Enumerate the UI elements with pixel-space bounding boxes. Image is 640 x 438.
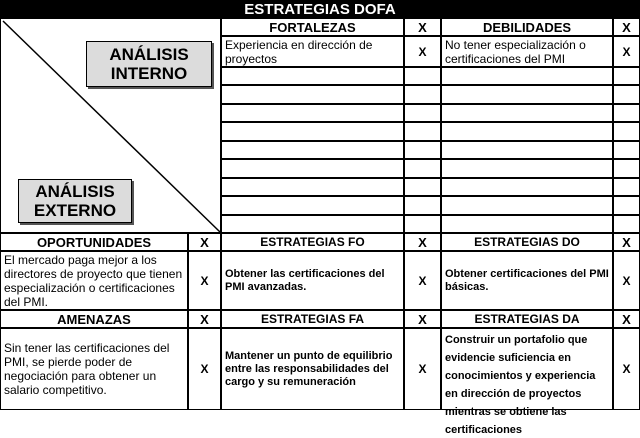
empty-cell [441,67,613,85]
empty-cell [613,159,640,177]
fa-mark: X [404,328,441,410]
empty-cell [404,215,441,233]
empty-cell [221,159,404,177]
do-strategy: Obtener certificaciones del PMI básicas. [445,267,609,293]
oportunidades-header: OPORTUNIDADES [0,233,188,251]
empty-cell [221,85,404,103]
oportunidad-item: El mercado paga mejor a los directores de proyecto que tienen especialización o certificaciones del PMI. [0,251,188,310]
amenazas-header: AMENAZAS [0,310,188,328]
empty-cell [613,215,640,233]
fo-strategy-cell [221,251,404,310]
empty-cell [441,85,613,103]
empty-cell [221,196,404,214]
do-strategy-cell [441,251,613,310]
debilidades-header: DEBILIDADES [441,18,613,36]
empty-cell [613,141,640,159]
empty-cell [404,141,441,159]
fo-mark: X [404,251,441,310]
amenaza-mark: X [188,328,221,410]
empty-cell [613,178,640,196]
fortalezas-x-header: X [404,18,441,36]
empty-cell [613,67,640,85]
empty-cell [221,141,404,159]
empty-cell [221,122,404,140]
empty-cell [221,215,404,233]
empty-cell [441,196,613,214]
fortaleza-item: Experiencia en dirección de proyectos [221,36,404,67]
amenaza-item: Sin tener las certificaciones del PMI, se pierde poder de negociación para obtener un salario competitivo. [4,341,170,397]
fa-strategy: Mantener un punto de equilibrio entre las responsabilidades del cargo y su remuneración [225,349,393,388]
empty-cell [613,85,640,103]
empty-cell [613,122,640,140]
amenazas-x-header: X [188,310,221,328]
fortaleza-mark: X [404,36,441,67]
external-analysis-label: ANÁLISIS EXTERNO [18,179,132,223]
fortalezas-header: FORTALEZAS [221,18,404,36]
da-strategy: Construir un portafolio que evidencie suficiencia en conocimientos y experiencia en dirección de proyectos mientras se obtiene las certificaciones [445,334,596,436]
fa-header: ESTRATEGIAS FA [221,310,404,328]
empty-cell [441,104,613,122]
empty-cell [404,104,441,122]
debilidades-x-header: X [613,18,640,36]
da-strategy-cell [441,328,613,436]
da-header: ESTRATEGIAS DA [441,310,613,328]
fa-x-header: X [404,310,441,328]
oportunidades-x-header: X [188,233,221,251]
fo-header: ESTRATEGIAS FO [221,233,404,251]
empty-cell [613,196,640,214]
fa-strategy-cell [221,328,404,410]
empty-cell [441,178,613,196]
debilidad-item: No tener especialización o certificaciones del PMI [441,36,613,67]
empty-cell [404,122,441,140]
empty-cell [404,159,441,177]
internal-analysis-label: ANÁLISIS INTERNO [86,41,212,87]
empty-cell [404,85,441,103]
empty-cell [441,215,613,233]
debilidad-mark: X [613,36,640,67]
da-x-header: X [613,310,640,328]
do-mark: X [613,251,640,310]
da-mark: X [613,328,640,410]
fo-strategy: Obtener las certificaciones del PMI avanzadas. [225,267,385,293]
empty-cell [221,67,404,85]
do-header: ESTRATEGIAS DO [441,233,613,251]
empty-cell [404,67,441,85]
amenaza-item-cell [0,328,188,410]
empty-cell [441,122,613,140]
do-x-header: X [613,233,640,251]
page-title: ESTRATEGIAS DOFA [0,0,640,18]
oportunidad-mark: X [188,251,221,310]
empty-cell [221,104,404,122]
fo-x-header: X [404,233,441,251]
empty-cell [404,178,441,196]
empty-cell [613,104,640,122]
empty-cell [441,159,613,177]
empty-cell [441,141,613,159]
empty-cell [221,178,404,196]
empty-cell [404,196,441,214]
